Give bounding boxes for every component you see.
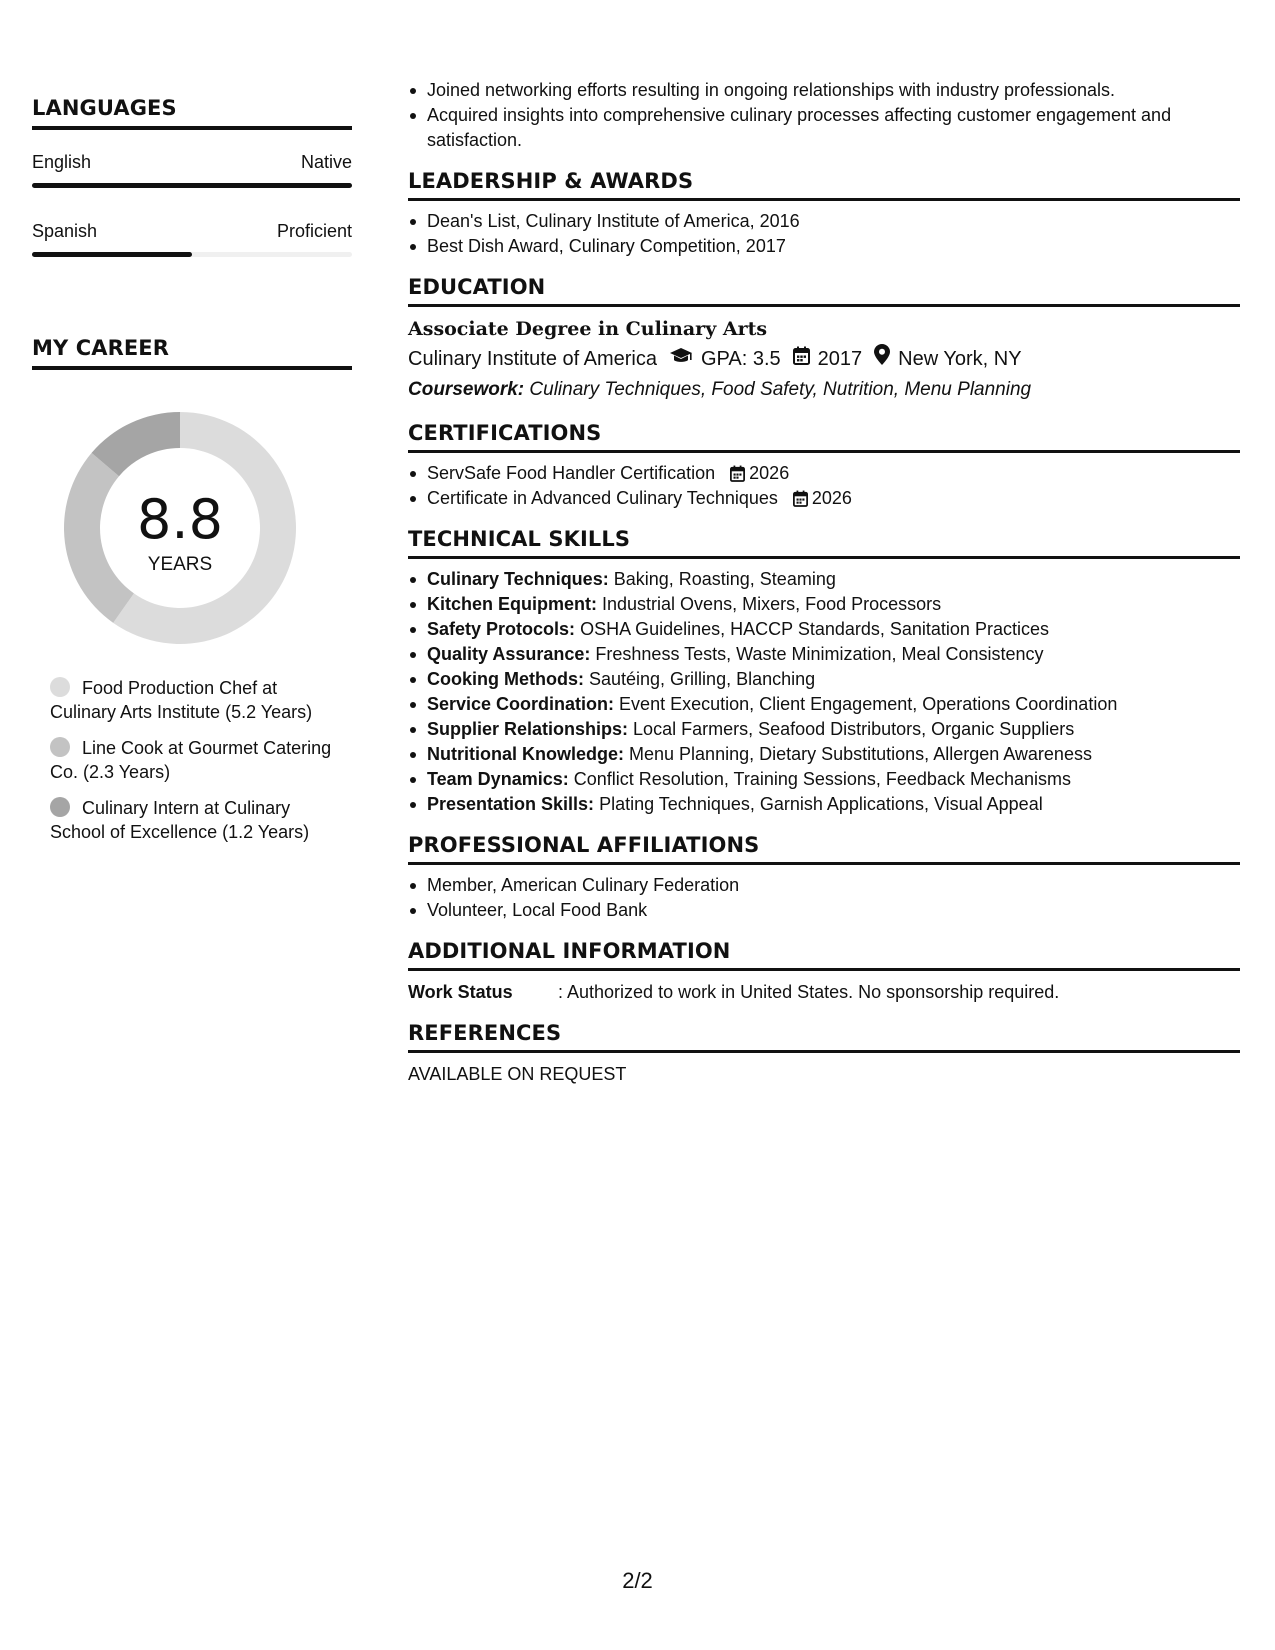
language-proficiency-bar <box>32 183 352 188</box>
leadership-heading: LEADERSHIP & AWARDS <box>408 169 1240 201</box>
language-row-english <box>32 152 352 188</box>
legend-label: Line Cook at Gourmet Catering Co. (2.3 Years) <box>50 738 332 782</box>
legend-item <box>50 676 340 724</box>
language-row-spanish <box>32 221 352 257</box>
references-heading: REFERENCES <box>408 1021 1240 1053</box>
skill-item <box>408 642 1240 667</box>
skill-item <box>408 717 1240 742</box>
skill-label: Service Coordination: <box>427 694 615 714</box>
list-item: Member, American Culinary Federation <box>408 873 1240 898</box>
skill-item <box>408 792 1240 817</box>
career-legend <box>50 676 340 856</box>
career-total-value: 8.8 <box>137 488 223 551</box>
graduation-cap-icon <box>669 343 693 375</box>
skill-item <box>408 742 1240 767</box>
skill-value: Freshness Tests, Waste Minimization, Meal Consistency <box>595 644 1044 664</box>
skill-item <box>408 592 1240 617</box>
calendar-icon <box>793 490 808 507</box>
certifications-heading: CERTIFICATIONS <box>408 421 1240 453</box>
certifications-list <box>408 461 1240 511</box>
references-text: AVAILABLE ON REQUEST <box>408 1064 627 1084</box>
list-item: Joined networking efforts resulting in ongoing relationships with industry professionals. <box>408 78 1240 103</box>
skill-value: Industrial Ovens, Mixers, Food Processors <box>602 594 942 614</box>
languages-heading: LANGUAGES <box>32 96 352 130</box>
skill-label: Quality Assurance: <box>427 644 591 664</box>
right-column <box>408 78 1240 1087</box>
education-school: Culinary Institute of America <box>408 348 657 370</box>
skill-label: Presentation Skills: <box>427 794 595 814</box>
legend-swatch <box>50 737 70 757</box>
skill-value: OSHA Guidelines, HACCP Standards, Sanitation Practices <box>580 619 1049 639</box>
legend-item <box>50 796 340 844</box>
skill-item <box>408 767 1240 792</box>
education-heading: EDUCATION <box>408 275 1240 307</box>
education-coursework <box>408 375 1240 405</box>
certification-year: 2026 <box>811 488 852 508</box>
affiliations-list <box>408 873 1240 923</box>
list-item: Dean's List, Culinary Institute of America, 2016 <box>408 209 1240 234</box>
skill-value: Local Farmers, Seafood Distributors, Organic Suppliers <box>633 719 1075 739</box>
career-total-unit: YEARS <box>147 554 213 575</box>
skill-item <box>408 667 1240 692</box>
list-item: Acquired insights into comprehensive culinary processes affecting customer engagement and satisfaction. <box>408 103 1240 153</box>
experience-bullets <box>408 78 1240 153</box>
skill-label: Safety Protocols: <box>427 619 576 639</box>
page-number: 2/2 <box>622 1568 653 1593</box>
legend-swatch <box>50 797 70 817</box>
technical-skills-heading: TECHNICAL SKILLS <box>408 527 1240 559</box>
legend-item <box>50 736 340 784</box>
education-details <box>408 343 1240 375</box>
affiliations-heading: PROFESSIONAL AFFILIATIONS <box>408 833 1240 865</box>
education-gpa: GPA: 3.5 <box>701 348 781 370</box>
calendar-icon <box>730 465 745 482</box>
certification-date <box>793 488 852 508</box>
certification-year: 2026 <box>749 463 790 483</box>
skill-label: Kitchen Equipment: <box>427 594 597 614</box>
map-pin-icon <box>874 343 890 375</box>
list-item <box>408 486 1240 511</box>
work-status-row <box>408 979 1240 1005</box>
skill-label: Supplier Relationships: <box>427 719 629 739</box>
list-item <box>408 461 1240 486</box>
language-level: Native <box>300 152 352 172</box>
technical-skills-list <box>408 567 1240 817</box>
language-name: English <box>32 152 92 172</box>
additional-info-heading: ADDITIONAL INFORMATION <box>408 939 1240 971</box>
skill-label: Nutritional Knowledge: <box>427 744 624 764</box>
career-heading: MY CAREER <box>32 336 352 370</box>
work-status-label: Work Status <box>408 982 513 1002</box>
work-status-value: : Authorized to work in United States. No sponsorship required. <box>558 982 1060 1002</box>
career-donut-chart <box>64 412 296 644</box>
leadership-list <box>408 209 1240 259</box>
skill-value: Menu Planning, Dietary Substitutions, Allergen Awareness <box>629 744 1092 764</box>
language-proficiency-fill <box>32 252 192 257</box>
certification-name: ServSafe Food Handler Certification <box>427 463 716 483</box>
legend-label: Food Production Chef at Culinary Arts Institute (5.2 Years) <box>50 678 313 722</box>
skill-item <box>408 692 1240 717</box>
skill-label: Cooking Methods: <box>427 669 584 689</box>
legend-swatch <box>50 677 70 697</box>
skill-label: Culinary Techniques: <box>427 569 609 589</box>
coursework-label: Coursework: <box>408 379 525 400</box>
skill-item <box>408 617 1240 642</box>
calendar-icon <box>793 343 810 375</box>
education-degree: Associate Degree in Culinary Arts <box>408 318 768 340</box>
coursework-value: Culinary Techniques, Food Safety, Nutrition, Menu Planning <box>529 379 1032 400</box>
legend-label: Culinary Intern at Culinary School of Excellence (1.2 Years) <box>50 798 310 842</box>
skill-label: Team Dynamics: <box>427 769 569 789</box>
language-proficiency-fill <box>32 183 352 188</box>
language-proficiency-bar <box>32 252 352 257</box>
skill-value: Event Execution, Client Engagement, Operations Coordination <box>619 694 1118 714</box>
certification-date <box>730 463 789 483</box>
education-location: New York, NY <box>898 348 1022 370</box>
skill-value: Baking, Roasting, Steaming <box>613 569 836 589</box>
list-item: Volunteer, Local Food Bank <box>408 898 1240 923</box>
skill-value: Sautéing, Grilling, Blanching <box>589 669 816 689</box>
certification-name: Certificate in Advanced Culinary Techniques <box>427 488 778 508</box>
language-level: Proficient <box>276 221 352 241</box>
skill-item <box>408 567 1240 592</box>
language-name: Spanish <box>32 221 98 241</box>
skill-value: Conflict Resolution, Training Sessions, Feedback Mechanisms <box>573 769 1071 789</box>
list-item: Best Dish Award, Culinary Competition, 2017 <box>408 234 1240 259</box>
education-year: 2017 <box>817 348 863 370</box>
skill-value: Plating Techniques, Garnish Applications, Visual Appeal <box>599 794 1043 814</box>
